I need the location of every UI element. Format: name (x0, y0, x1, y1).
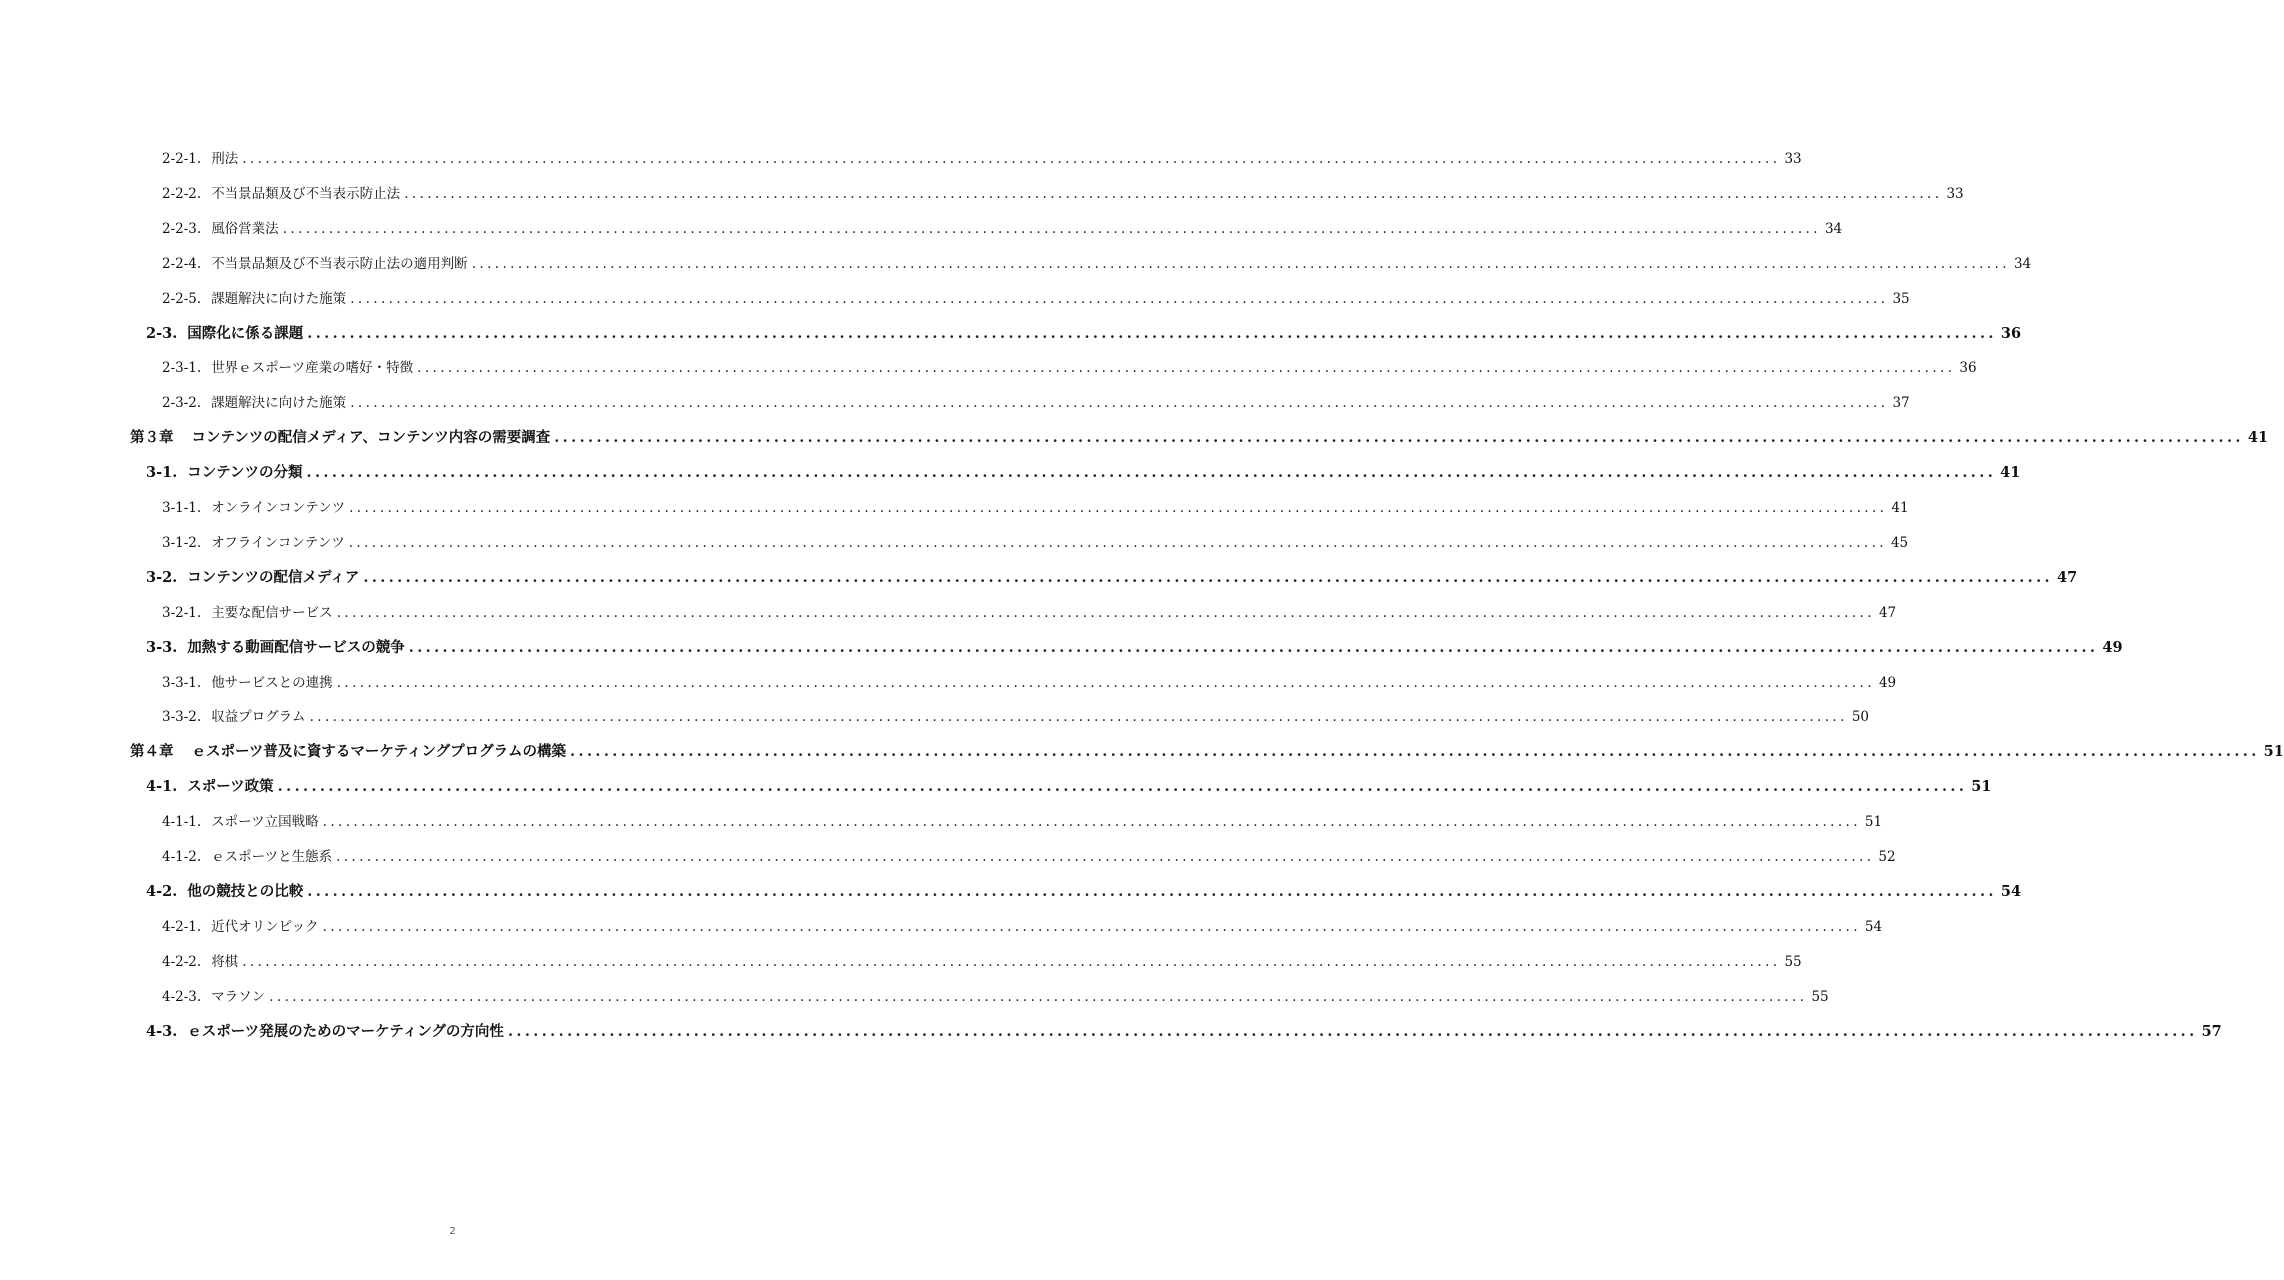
toc-subsection-entry[interactable] (162, 217, 1843, 241)
toc-entry-title: スポーツ立国戦略 (211, 814, 319, 831)
toc-entry-page-number: 45 (1890, 534, 1909, 551)
toc-entry-title: 他サービスとの連携 (211, 674, 333, 691)
toc-entry-number: 4-1-2. (162, 849, 202, 865)
toc-entry-page-number: 47 (2057, 568, 2078, 586)
dot-leader: ........................................................................................................................................................................................................ (307, 882, 1997, 900)
toc-entry-page-number: 57 (2201, 1022, 2222, 1040)
toc-entry-number: 3-1. (146, 464, 178, 482)
toc-entry-number: 3-2-1. (162, 604, 202, 621)
page-number-footer: 2 (449, 1226, 456, 1237)
toc-entry-title: 他の競技との比較 (187, 882, 304, 900)
dot-leader: ........................................................................................................................................................................................................ (348, 534, 1887, 551)
toc-entry-title: 不当景品類及び不当表示防止法 (211, 185, 401, 202)
dot-leader: ........................................................................................................................................................................................................ (507, 1022, 2198, 1040)
toc-entry-number: 第３章 (130, 429, 174, 447)
toc-entry-page-number: 55 (1784, 953, 1802, 970)
toc-subsection-entry[interactable] (162, 915, 1883, 939)
dot-leader: ........................................................................................................................................................................................................ (417, 360, 1956, 377)
dot-leader: ........................................................................................................................................................................................................ (349, 500, 1888, 516)
toc-entry-title: オンラインコンテンツ (211, 500, 346, 516)
toc-entry-number: 4-1-1. (162, 814, 202, 831)
toc-entry-page-number: 35 (1892, 290, 1910, 307)
toc-entry-page-number: 36 (1959, 360, 1977, 377)
toc-entry-title: 風俗営業法 (211, 220, 279, 237)
toc-entry-number: 3-1-2. (162, 534, 202, 551)
toc-entry-number: 2-2-4. (162, 255, 202, 272)
toc-subsection-entry[interactable] (162, 985, 1829, 1009)
toc-section-entry[interactable] (146, 322, 2022, 346)
toc-entry-number: 4-2-3. (162, 988, 202, 1005)
dot-leader: ........................................................................................................................................................................................................ (404, 185, 1943, 202)
dot-leader: ........................................................................................................................................................................................................ (242, 953, 1781, 970)
toc-entry-page-number: 50 (1851, 709, 1870, 726)
toc-entry-title: 世界ｅスポーツ産業の嗜好・特徴 (211, 360, 414, 377)
toc-chapter-entry[interactable] (130, 740, 2284, 764)
toc-entry-number: 4-2-2. (162, 953, 202, 970)
toc-subsection-entry[interactable] (162, 252, 2032, 276)
toc-entry-page-number: 51 (2263, 743, 2284, 761)
toc-section-entry[interactable] (146, 880, 2022, 904)
toc-subsection-entry[interactable] (162, 182, 1964, 206)
dot-leader: ........................................................................................................................................................................................................ (322, 918, 1861, 935)
toc-subsection-entry[interactable] (162, 810, 1883, 834)
dot-leader: ........................................................................................................................................................................................................ (408, 638, 2099, 656)
toc-section-entry[interactable] (146, 461, 2021, 485)
toc-entry-number: 4-2. (146, 882, 178, 900)
toc-subsection-entry[interactable] (162, 950, 1802, 974)
toc-entry-number: 第４章 (130, 743, 174, 761)
toc-entry-title: コンテンツの配信メディア (187, 568, 360, 586)
toc-entry-page-number: 51 (1864, 814, 1883, 831)
toc-entry-title: ｅスポーツ普及に資するマーケティングプログラムの構築 (191, 743, 567, 761)
toc-entry-page-number: 47 (1878, 604, 1897, 621)
toc-entry-number: 2-2-3. (162, 220, 202, 237)
toc-subsection-entry[interactable] (162, 671, 1897, 695)
toc-entry-number: 2-3-2. (162, 395, 202, 412)
dot-leader: ........................................................................................................................................................................................................ (336, 604, 1875, 621)
dot-leader: ........................................................................................................................................................................................................ (471, 255, 2010, 272)
toc-entry-number: 4-3. (146, 1022, 178, 1040)
toc-entry-title: コンテンツの配信メディア、コンテンツ内容の需要調査 (191, 429, 551, 447)
toc-entry-number: 2-2-5. (162, 290, 202, 307)
dot-leader: ........................................................................................................................................................................................................ (570, 743, 2260, 761)
toc-entry-page-number: 33 (1784, 151, 1802, 167)
toc-entry-title: 主要な配信サービス (211, 604, 333, 621)
toc-section-entry[interactable] (146, 566, 2078, 590)
toc-entry-number: 2-3. (146, 324, 178, 342)
toc-entry-number: 3-3. (146, 638, 178, 656)
toc-entry-title: オフラインコンテンツ (211, 534, 345, 551)
dot-leader: ........................................................................................................................................................................................................ (350, 395, 1889, 412)
toc-entry-title: ｅスポーツ発展のためのマーケティングの方向性 (187, 1022, 504, 1040)
toc-subsection-entry[interactable] (162, 705, 1870, 729)
dot-leader: ........................................................................................................................................................................................................ (554, 429, 2244, 447)
toc-entry-page-number: 33 (1946, 185, 1964, 202)
toc-entry-title: 課題解決に向けた施策 (211, 395, 347, 412)
toc-section-entry[interactable] (146, 636, 2123, 660)
toc-entry-page-number: 55 (1811, 988, 1829, 1005)
dot-leader: ........................................................................................................................................................................................................ (306, 464, 1997, 482)
dot-leader: ........................................................................................................................................................................................................ (363, 568, 2053, 586)
toc-entry-page-number: 41 (2000, 464, 2021, 482)
toc-subsection-entry[interactable] (162, 601, 1897, 625)
toc-entry-title: 刑法 (211, 151, 239, 167)
toc-entry-page-number: 54 (1864, 918, 1883, 935)
toc-entry-title: 国際化に係る課題 (187, 324, 304, 342)
toc-entry-title: 不当景品類及び不当表示防止法の適用判断 (211, 255, 468, 272)
toc-entry-page-number: 54 (2000, 882, 2022, 900)
toc-subsection-entry[interactable] (162, 845, 1896, 869)
toc-subsection-entry[interactable] (162, 356, 1977, 380)
toc-subsection-entry[interactable] (162, 531, 1909, 555)
toc-entry-title: 加熱する動画配信サービスの競争 (187, 638, 405, 656)
dot-leader: ........................................................................................................................................................................................................ (350, 290, 1889, 307)
dot-leader: ........................................................................................................................................................................................................ (277, 778, 1968, 796)
toc-entry-page-number: 34 (1824, 220, 1843, 237)
toc-subsection-entry[interactable] (162, 391, 1910, 415)
dot-leader: ........................................................................................................................................................................................................ (336, 849, 1875, 865)
toc-entry-page-number: 36 (2000, 324, 2022, 342)
dot-leader: ........................................................................................................................................................................................................ (336, 674, 1875, 691)
dot-leader: ........................................................................................................................................................................................................ (309, 709, 1848, 726)
dot-leader: ........................................................................................................................................................................................................ (269, 988, 1808, 1005)
toc-entry-title: 課題解決に向けた施策 (211, 290, 347, 307)
toc-entry-page-number: 34 (2013, 255, 2032, 272)
toc-chapter-entry[interactable] (130, 426, 2269, 450)
toc-entry-number: 3-3-2. (162, 709, 202, 726)
toc-entry-page-number: 52 (1878, 849, 1896, 865)
toc-entry-title: 将棋 (211, 953, 239, 970)
toc-entry-title: 近代オリンピック (211, 918, 319, 935)
dot-leader: ........................................................................................................................................................................................................ (242, 151, 1781, 167)
toc-entry-title: マラソン (211, 988, 266, 1005)
toc-entry-title: スポーツ政策 (187, 778, 274, 796)
toc-entry-number: 3-1-1. (162, 500, 202, 516)
toc-entry-number: 2-3-1. (162, 360, 202, 377)
toc-entry-page-number: 49 (2102, 638, 2123, 656)
toc-entry-number: 4-2-1. (162, 918, 202, 935)
toc-entry-number: 4-1. (146, 778, 178, 796)
toc-entry-page-number: 49 (1878, 674, 1897, 691)
toc-entry-page-number: 37 (1892, 395, 1910, 412)
toc-subsection-entry[interactable] (162, 287, 1910, 311)
toc-entry-number: 2-2-1. (162, 151, 202, 167)
toc-subsection-entry[interactable] (162, 496, 1909, 520)
dot-leader: ........................................................................................................................................................................................................ (282, 220, 1821, 237)
toc-subsection-entry[interactable] (162, 147, 1802, 171)
toc-entry-title: ｅスポーツと生態系 (211, 849, 333, 865)
toc-entry-page-number: 41 (2247, 429, 2269, 447)
toc-entry-number: 3-2. (146, 568, 178, 586)
toc-entry-page-number: 41 (1891, 500, 1909, 516)
dot-leader: ........................................................................................................................................................................................................ (322, 814, 1861, 831)
toc-entry-title: コンテンツの分類 (187, 464, 303, 482)
toc-entry-title: 収益プログラム (211, 709, 306, 726)
toc-entry-number: 3-3-1. (162, 674, 202, 691)
toc-entry-page-number: 51 (1971, 778, 1992, 796)
toc-entry-number: 2-2-2. (162, 185, 202, 202)
toc-section-entry[interactable] (146, 775, 1992, 799)
toc-section-entry[interactable] (146, 1020, 2222, 1044)
dot-leader: ........................................................................................................................................................................................................ (307, 324, 1997, 342)
